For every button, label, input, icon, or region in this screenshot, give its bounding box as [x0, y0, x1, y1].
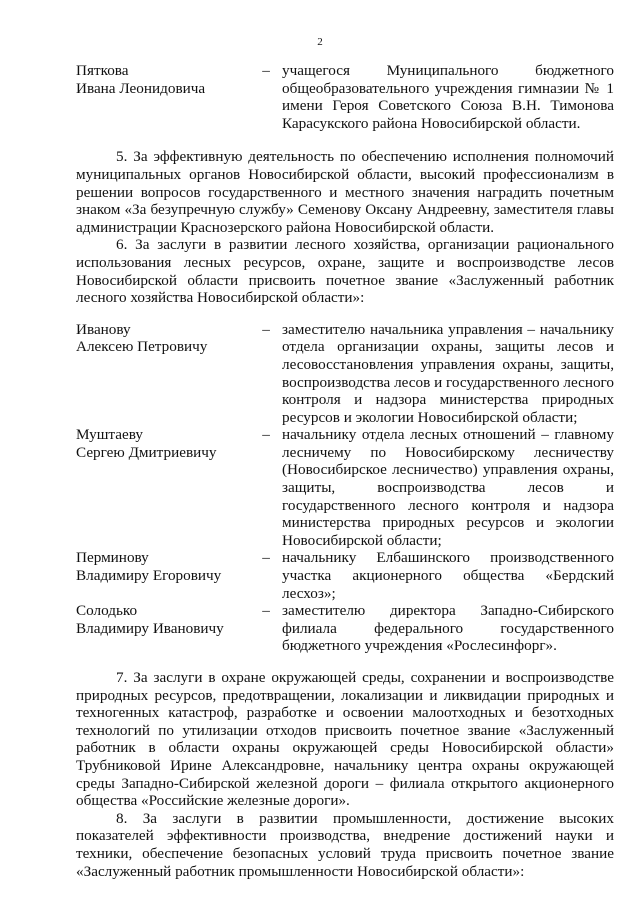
entry-dash: – — [262, 549, 270, 567]
awardee-entry — [76, 602, 614, 655]
awardee-surname: Иванову — [76, 320, 131, 338]
awardee-name — [76, 426, 252, 461]
awardee-name — [76, 549, 252, 584]
entry-dash: – — [262, 602, 270, 620]
awardee-description: учащегося Муниципального бюджетного общеобразовательного учреждения гимназии № 1 имени Героя Советского Союза В.Н. Тимонова Карасукского района Новосибирской области. — [282, 62, 614, 132]
awardee-given-names: Владимиру Егоровичу — [76, 567, 222, 585]
paragraph-8: 8. За заслуги в развитии промышленности, достижение высоких показателей эффективности производства, внедрение достижений науки и техники, обеспечение безопасных условий труда присвоить почетное звание «Заслуженный работник промышленности Новосибирской области»: — [76, 809, 614, 880]
awardee-description: начальнику отдела лесных отношений – главному лесничему по Новосибирскому лесничеству (Новосибирское лесничество) управления охраны, защиты, воспроизводства лесов и государственного лесного контроля и надзора министерства природных ресурсов и экологии Новосибирской области; — [282, 426, 614, 549]
awardee-entry — [76, 321, 614, 427]
awardee-surname: Солодько — [76, 602, 138, 620]
paragraph-7: 7. За заслуги в охране окружающей среды, сохранении и воспроизводстве природных ресурсов, предотвращении, локализации и ликвидации природных и техногенных катастроф, разработке и освоении малоотходных и безотходных технологий по утилизации отходов присвоить почетное звание «Заслуженный работник в области охраны окружающей среды Новосибирской области» Трубниковой Ирине Александровне, начальнику центра охраны окружающей среды Западно-Сибирской железной дороги – филиала открытого акционерного общества «Российские железные дороги». — [76, 669, 614, 810]
awardee-description: заместителю директора Западно-Сибирского филиала федерального государственного бюджетного учреждения «Рослесинфорг». — [282, 602, 614, 655]
awardee-name — [76, 321, 252, 356]
paragraph-5: 5. За эффективную деятельность по обеспечению исполнения полномочий муниципальных органов Новосибирской области, высокий профессионализм в решении вопросов государственного и местного значения наградить почетным знаком «За безупречную службу» Семенову Оксану Андреевну, заместителя главы администрации Краснозерского района Новосибирской области. — [76, 148, 614, 236]
entry-dash: – — [262, 426, 270, 444]
awardee-description: заместителю начальника управления – начальнику отдела организации охраны, защиты лесов и лесовосстановления управления охраны, защиты, воспроизводства лесов и государственного лесного контроля и надзора министерства природных ресурсов и экологии Новосибирской области; — [282, 320, 614, 426]
awardee-name — [76, 62, 252, 97]
awardee-given-names: Ивана Леонидовича — [76, 79, 206, 97]
awardee-name — [76, 602, 252, 637]
awardee-given-names: Владимиру Ивановичу — [76, 619, 224, 637]
page-number: 2 — [317, 36, 323, 48]
document-body — [76, 62, 614, 880]
awardee-surname: Перминову — [76, 549, 149, 567]
awardee-surname: Пяткова — [76, 62, 129, 79]
awardee-surname: Муштаеву — [76, 426, 143, 444]
entry-dash: – — [262, 62, 270, 79]
awardee-description: начальнику Елбашинского производственного участка акционерного общества «Бердский лесхоз»; — [282, 549, 614, 602]
paragraph-6: 6. За заслуги в развитии лесного хозяйства, организации рационального использования лесных ресурсов, охране, защите и воспроизводстве лесов Новосибирской области присвоить почетное звание «Заслуженный работник лесного хозяйства Новосибирской области»: — [76, 236, 614, 307]
entry-dash: – — [262, 320, 270, 338]
awardee-entry — [76, 426, 614, 549]
awardee-given-names: Алексею Петровичу — [76, 338, 208, 356]
awardee-given-names: Сергею Дмитриевичу — [76, 443, 217, 461]
awardee-entry — [76, 62, 614, 132]
awardee-entry — [76, 549, 614, 602]
